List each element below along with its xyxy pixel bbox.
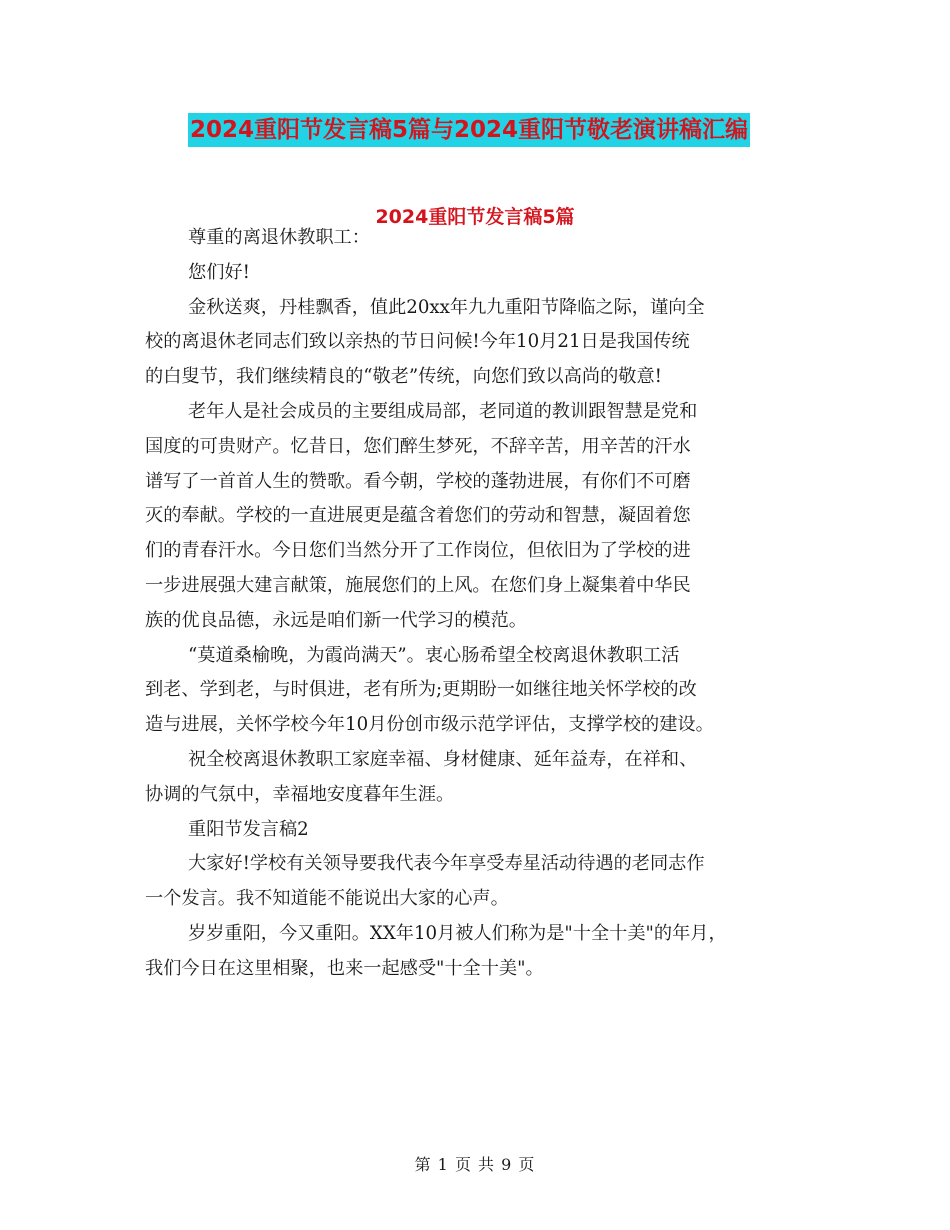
body-line: 重阳节发言稿2: [188, 818, 309, 840]
body-line: 岁岁重阳，今又重阳。XX年10月被人们称为是"十全十美"的年月，: [188, 922, 727, 944]
body-line: 老年人是社会成员的主要组成局部，老同道的教训跟智慧是党和: [188, 400, 698, 422]
body-line: 国度的可贵财产。忆昔日，您们醉生梦死，不辞辛苦，用辛苦的汗水: [145, 435, 691, 457]
body-line: 尊重的离退休教职工：: [188, 227, 370, 248]
body-line: 校的离退休老同志们致以亲热的节日问候!今年10月21日是我国传统: [145, 331, 690, 353]
page-number: 第 1 页 共 9 页: [414, 1155, 536, 1174]
section-title: 2024重阳节发言稿5篇: [375, 206, 575, 228]
body-line: “莫道桑榆晚，为霞尚满天”。衷心肠希望全校离退休教职工活: [188, 644, 680, 666]
body-line: 谱写了一首首人生的赞歌。看今朝，学校的蓬勃进展，有你们不可磨: [145, 470, 691, 492]
body-line: 们的青春汗水。今日您们当然分开了工作岗位，但依旧为了学校的进: [145, 540, 691, 562]
body-line: 金秋送爽，丹桂飘香，值此20xx年九九重阳节降临之际，谨向全: [188, 296, 705, 318]
body-line: 您们好!: [188, 261, 250, 283]
body-line: 灭的奉献。学校的一直进展更是蕴含着您们的劳动和智慧，凝固着您: [145, 505, 691, 527]
body-line: 大家好!学校有关领导要我代表今年享受寿星活动待遇的老同志作: [188, 853, 705, 875]
body-line: 造与进展，关怀学校今年10月份创市级示范学评估，支撑学校的建设。: [145, 714, 714, 736]
body-line: 一个发言。我不知道能不能说出大家的心声。: [145, 888, 509, 910]
body-line: 族的优良品德，永远是咱们新一代学习的模范。: [145, 609, 527, 631]
document-title: 2024重阳节发言稿5篇与2024重阳节敬老演讲稿汇编: [188, 113, 750, 147]
body-line: 我们今日在这里相聚，也来一起感受"十全十美"。: [145, 957, 544, 979]
document-body: [145, 221, 810, 987]
body-line: 到老、学到老，与时俱进，老有所为;更期盼一如继往地关怀学校的改: [145, 679, 697, 701]
body-line: 协调的气氛中，幸福地安度暮年生涯。: [145, 783, 455, 805]
body-line: 一步进展强大建言献策，施展您们的上风。在您们身上凝集着中华民: [145, 574, 691, 596]
body-line: 祝全校离退休教职工家庭幸福、身材健康、延年益寿，在祥和、: [188, 748, 698, 770]
body-line: 的白叟节，我们继续精良的“敬老”传统，向您们致以高尚的敬意!: [145, 366, 662, 388]
